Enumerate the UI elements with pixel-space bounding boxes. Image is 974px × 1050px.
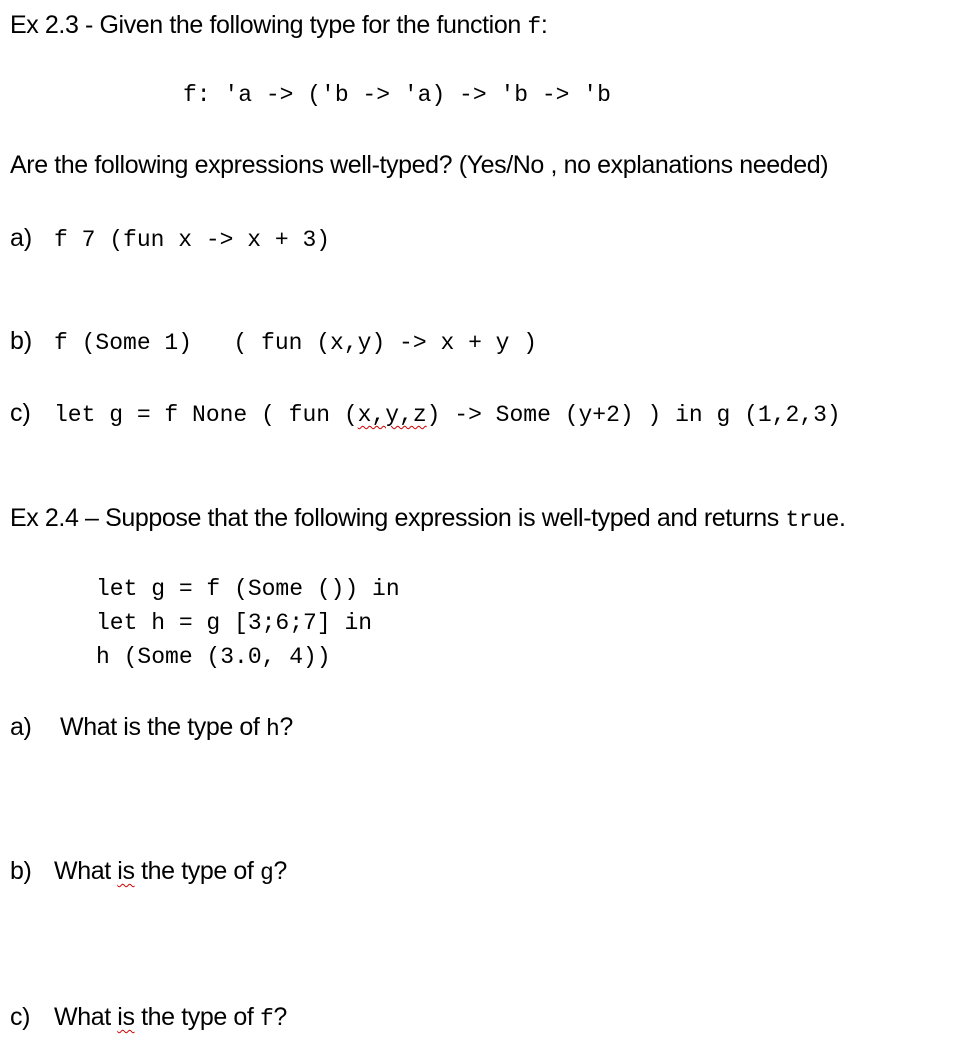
ex24-question-c (10, 1005, 287, 1031)
item-code-before: let g = f None ( fun ( (54, 402, 358, 428)
ex23-heading-suffix: : (540, 11, 548, 39)
code-line-1: let g = f (Some ()) in (96, 576, 400, 602)
code-line-2: let h = g [3;6;7] in (96, 610, 373, 636)
item-label: a) (10, 224, 33, 252)
question-text-after: the type of (134, 1003, 261, 1031)
ex23-heading-text: Ex 2.3 - Given the following type for the function (10, 11, 528, 39)
item-code: f (Some 1) ( fun (x,y) -> x + y ) (54, 330, 538, 356)
ex23-heading-code: f (527, 14, 541, 40)
question-end: ? (279, 713, 293, 741)
code-line-3: h (Some (3.0, 4)) (96, 644, 331, 670)
ex23-question: Are the following expressions well-typed? (Yes/No , no explanations needed) (10, 151, 829, 179)
spellcheck-flagged-word: is (117, 1003, 135, 1031)
ex24-question-a (10, 715, 293, 741)
question-text-after: the type of (134, 857, 261, 885)
item-code: f 7 (fun x -> x + 3) (54, 227, 331, 253)
ex23-item-a (10, 226, 330, 252)
ex23-item-b (10, 329, 537, 355)
ex24-heading-code: true (785, 507, 840, 533)
ex24-heading (10, 506, 846, 532)
question-end: ? (273, 857, 287, 885)
ex23-heading (10, 13, 547, 39)
question-text-before: What (54, 1003, 118, 1031)
item-label: b) (10, 327, 33, 355)
question-end: ? (273, 1003, 287, 1031)
item-code-after: ) -> Some (y+2) ) in g (1,2,3) (426, 402, 841, 428)
ex24-heading-text: Ex 2.4 – Suppose that the following expression is well-typed and returns (10, 504, 786, 532)
question-code: f (260, 1006, 274, 1032)
question-label: c) (10, 1003, 31, 1031)
question-code: h (266, 716, 280, 742)
question-code: g (260, 860, 274, 886)
ex24-question-b (10, 859, 287, 885)
spellcheck-flagged-code: x,y,z (357, 402, 427, 428)
question-text: What is the type of (60, 713, 266, 741)
type-signature: f: 'a -> ('b -> 'a) -> 'b -> 'b (183, 82, 611, 108)
item-label: c) (10, 399, 31, 427)
question-label: a) (10, 713, 32, 741)
question-text-before: What (54, 857, 118, 885)
ex23-item-c (10, 401, 841, 427)
ex24-heading-suffix: . (839, 504, 846, 532)
question-label: b) (10, 857, 32, 885)
spellcheck-flagged-word: is (117, 857, 135, 885)
